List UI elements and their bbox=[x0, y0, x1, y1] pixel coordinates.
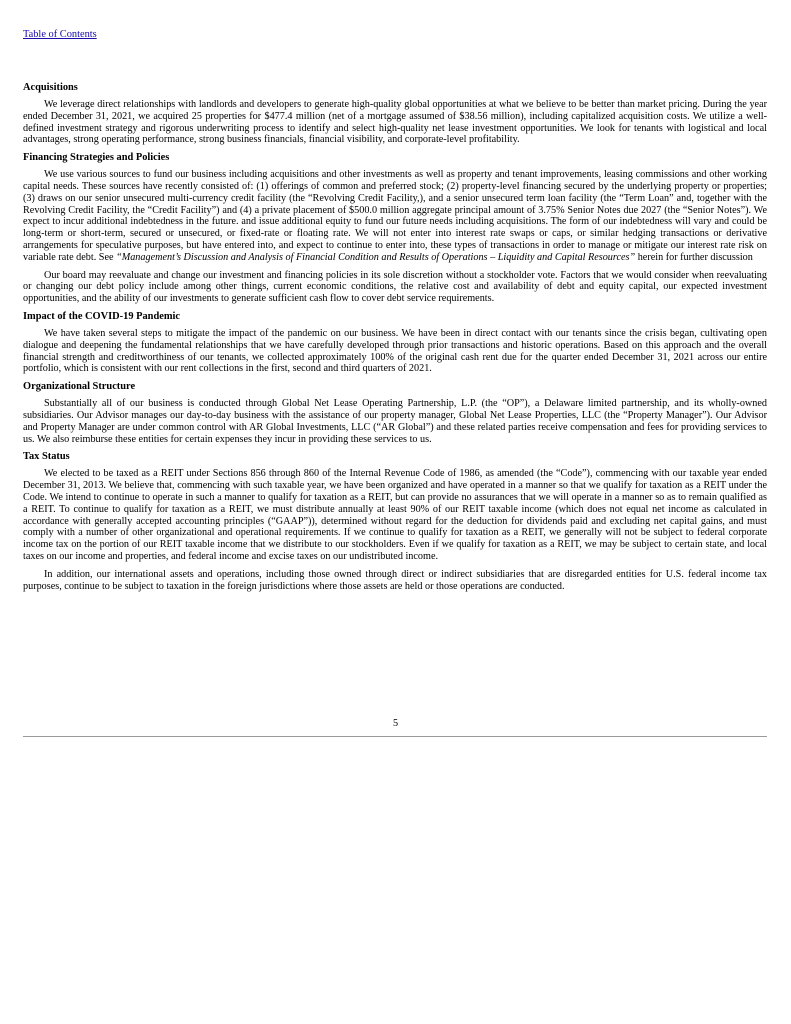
mdna-reference: “Management’s Discussion and Analysis of Financial Condition and Results of Operations – Liquidity and Capital Resources” bbox=[116, 251, 636, 263]
heading-acquisitions: Acquisitions bbox=[23, 82, 78, 93]
paragraph-tax-2: In addition, our international assets and operations, including those owned through direct or indirect subsidiaries that are disregarded entities for U.S. federal income tax purposes, continue to be subject to taxation in the foreign jurisdictions where those assets are held or those operations are conducted. bbox=[23, 568, 767, 592]
heading-tax: Tax Status bbox=[23, 451, 70, 463]
section-tax bbox=[23, 451, 767, 592]
paragraph-financing-1 bbox=[23, 169, 767, 263]
section-organizational bbox=[23, 381, 767, 445]
paragraph-financing-1-tail: herein for further discussion bbox=[635, 251, 753, 263]
paragraph-financing-2: Our board may reevaluate and change our investment and financing policies in its sole discretion without a stockholder vote. Factors that we would consider when reevaluating or changing our debt policy include among other things, current economic conditions, the relative cost and availability of debt and equity capital, our expected investment opportunities, and the ability of our investments to generate sufficient cash flow to cover debt service requirements. bbox=[23, 269, 767, 305]
paragraph-financing-1-text: We use various sources to fund our business including acquisitions and other investments as well as property and tenant improvements, leasing commissions and other working capital needs. These sources have recently consisted of: (1) offerings of common and preferred stock; (2) property-level financing secured by the underlying property or properties; (3) draws on our senior unsecured multi-currency credit facility (the “Revolving Credit Facility,), and a senior unsecured term loan facility (the “Term Loan” and, together with the Revolving Credit Facility, the “Credit Facility”) and (4) a private placement of $500.0 million aggregate principal amount of 3.75% Senior Notes due 2027 (the “Senior Notes”). We expect to incur additional indebtedness in the future. and issue additional equity to fund our future needs including acquisitions. The form of our indebtedness will vary and could be long-term or short-term, secured or unsecured, or fixed-rate or floating rate. We will not enter into interest rate swaps or caps, or similar hedging transactions or derivative arrangements for speculative purposes, but have entered into, and expect to continue to enter into, these types of transactions in order to manage or mitigate our interest rate risk on variable rate debt. See bbox=[23, 169, 767, 263]
heading-covid: Impact of the COVID-19 Pandemic bbox=[23, 310, 180, 322]
document-body bbox=[23, 82, 767, 598]
table-of-contents-link[interactable]: Table of Contents bbox=[23, 29, 97, 40]
paragraph-organizational: Substantially all of our business is conducted through Global Net Lease Operating Partnership, L.P. (the “OP”), a Delaware limited partnership, and its wholly-owned subsidiaries. Our Advisor manages our day-to-day business with the assistance of our property manager, Global Net Lease Properties, LLC (the “Property Manager”). Our Advisor and Property Manager are under common control with AR Global Investments, LLC (“AR Global”) and these related parties receive compensation and fees for providing services to us. We also reimburse these entities for certain expenses they incur in providing these services to us. bbox=[23, 398, 767, 445]
heading-organizational: Organizational Structure bbox=[23, 381, 136, 393]
heading-financing: Financing Strategies and Policies bbox=[23, 152, 170, 164]
section-covid bbox=[23, 311, 767, 375]
section-acquisitions bbox=[23, 82, 767, 146]
paragraph-tax-1: We elected to be taxed as a REIT under Sections 856 through 860 of the Internal Revenue Code of 1986, as amended (the “Code”), commencing with our taxable year ended December 31, 2013. We believe that, commencing with such taxable year, we have been organized and have operated in a manner so that we qualify for taxation as a REIT under the Code. We intend to continue to operate in such a manner to qualify for taxation as a REIT, but can provide no assurances that we will operate in a manner so as to remain qualified as a REIT. To continue to qualify for taxation as a REIT, we must distribute annually at least 90% of our REIT taxable income (which does not equal net income as calculated in accordance with generally accepted accounting principles (“GAAP”)), determined without regard for the deduction for dividends paid and excluding net capital gains, and must comply with a number of other organizational and operational requirements. If we continue to qualify for taxation as a REIT, we generally will not be subject to federal corporate income tax on the portion of our REIT taxable income that we distribute to our stockholders. Even if we qualify for taxation as a REIT, we may be subject to certain state, and local taxes on our income and properties, and federal income and excise taxes on our undistributed income. bbox=[23, 468, 767, 562]
paragraph-acquisitions: We leverage direct relationships with landlords and developers to generate high-quality global opportunities at what we believe to be better than market pricing. During the year ended December 31, 2021, we acquired 25 properties for $477.4 million (net of a mortgage assumed of $38.56 million), including capitalized acquisition costs. We utilize a well-defined investment strategy and rigorous underwriting process to identify and select high-quality net lease investment opportunities. We look for tenants with logistical and local advantages, strong operating performance, strong business financials, financial visibility, and corporate-level profitability. bbox=[23, 99, 767, 146]
page-number: 5 bbox=[392, 718, 399, 729]
section-financing bbox=[23, 152, 767, 305]
paragraph-covid: We have taken several steps to mitigate the impact of the pandemic on our business. We have been in direct contact with our tenants since the crisis began, cultivating open dialogue and deepening the fundamental relationships that we have carefully developed through prior transactions and historic operations. Based on this approach and the overall financial strength and creditworthiness of our tenants, we collected approximately 100% of the original cash rent due for the quarter ended December 31, 2021 across our entire portfolio, which is consistent with our rent collections in the first, second and third quarters of 2021. bbox=[23, 327, 767, 375]
footer-divider bbox=[23, 736, 767, 737]
